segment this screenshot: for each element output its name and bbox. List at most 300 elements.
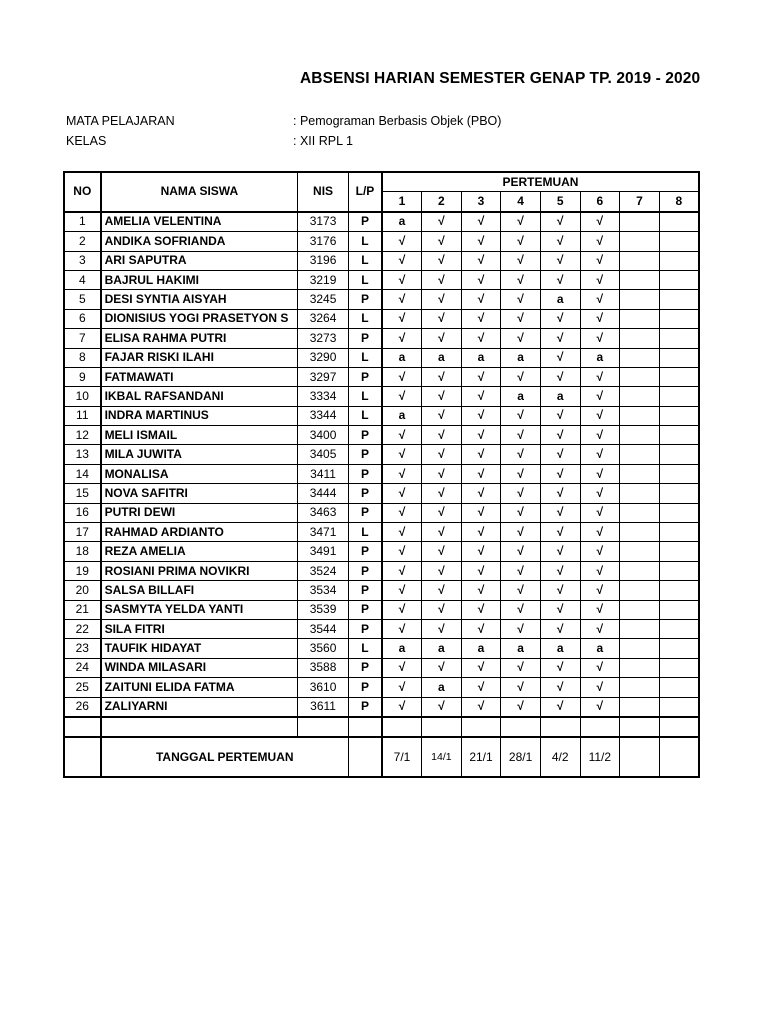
student-nis: 3524 [298, 561, 349, 580]
blank-cell [422, 717, 462, 737]
header-meeting-number: 7 [620, 192, 660, 212]
student-nis: 3297 [298, 367, 349, 386]
attendance-mark [659, 251, 699, 270]
attendance-mark [620, 426, 660, 445]
header-meeting-number: 1 [382, 192, 422, 212]
attendance-mark: √ [580, 523, 620, 542]
student-gender: P [348, 503, 382, 522]
attendance-mark: √ [382, 503, 422, 522]
attendance-mark [659, 445, 699, 464]
attendance-mark: √ [580, 464, 620, 483]
attendance-mark: √ [461, 484, 501, 503]
student-name: REZA AMELIA [101, 542, 298, 561]
attendance-mark: √ [422, 503, 462, 522]
row-number: 13 [64, 445, 101, 464]
meeting-date: 4/2 [540, 737, 580, 777]
student-gender: L [348, 387, 382, 406]
attendance-mark [620, 697, 660, 717]
student-name: MELI ISMAIL [101, 426, 298, 445]
student-nis: 3471 [298, 523, 349, 542]
attendance-mark: √ [580, 309, 620, 328]
row-number: 5 [64, 290, 101, 309]
student-gender: P [348, 658, 382, 677]
attendance-mark: √ [540, 232, 580, 251]
student-gender: P [348, 290, 382, 309]
blank-cell [298, 717, 349, 737]
attendance-mark: √ [382, 658, 422, 677]
row-number: 21 [64, 600, 101, 619]
attendance-mark: √ [461, 658, 501, 677]
student-nis: 3344 [298, 406, 349, 425]
row-number: 14 [64, 464, 101, 483]
attendance-mark: √ [540, 561, 580, 580]
attendance-mark: √ [422, 426, 462, 445]
attendance-mark [620, 503, 660, 522]
row-number: 9 [64, 367, 101, 386]
attendance-mark: √ [382, 290, 422, 309]
attendance-mark: √ [382, 387, 422, 406]
student-name: IKBAL RAFSANDANI [101, 387, 298, 406]
attendance-mark [659, 348, 699, 367]
attendance-mark: √ [422, 619, 462, 638]
attendance-mark [620, 348, 660, 367]
footer-lp-cell [348, 737, 382, 777]
attendance-mark [620, 329, 660, 348]
blank-cell [620, 717, 660, 737]
attendance-mark: √ [580, 484, 620, 503]
attendance-mark: √ [461, 309, 501, 328]
student-gender: P [348, 329, 382, 348]
attendance-mark: √ [461, 387, 501, 406]
attendance-mark: √ [540, 581, 580, 600]
attendance-mark: √ [501, 542, 541, 561]
header-meeting-number: 5 [540, 192, 580, 212]
attendance-mark: √ [461, 697, 501, 717]
student-gender: P [348, 212, 382, 232]
table-row [64, 484, 699, 503]
attendance-mark: √ [540, 309, 580, 328]
student-gender: L [348, 232, 382, 251]
attendance-mark: √ [580, 581, 620, 600]
row-number: 24 [64, 658, 101, 677]
attendance-mark: √ [382, 581, 422, 600]
table-row [64, 406, 699, 425]
row-number: 17 [64, 523, 101, 542]
attendance-mark [620, 445, 660, 464]
row-number: 23 [64, 639, 101, 658]
attendance-mark: a [382, 212, 422, 232]
table-row [64, 581, 699, 600]
student-nis: 3400 [298, 426, 349, 445]
row-number: 18 [64, 542, 101, 561]
table-row [64, 561, 699, 580]
table-row [64, 464, 699, 483]
attendance-mark: √ [422, 387, 462, 406]
student-gender: L [348, 639, 382, 658]
attendance-mark: √ [540, 251, 580, 270]
attendance-mark: √ [382, 445, 422, 464]
student-gender: L [348, 270, 382, 289]
attendance-mark [620, 309, 660, 328]
attendance-mark: √ [461, 523, 501, 542]
attendance-mark [620, 290, 660, 309]
attendance-mark [620, 387, 660, 406]
table-row [64, 697, 699, 717]
student-name: RAHMAD ARDIANTO [101, 523, 298, 542]
attendance-mark: √ [422, 464, 462, 483]
meeting-date: 28/1 [501, 737, 541, 777]
student-nis: 3611 [298, 697, 349, 717]
row-number: 16 [64, 503, 101, 522]
attendance-mark: a [580, 639, 620, 658]
attendance-mark: √ [422, 270, 462, 289]
student-nis: 3491 [298, 542, 349, 561]
attendance-mark [620, 464, 660, 483]
student-name: AMELIA VELENTINA [101, 212, 298, 232]
header-meeting-number: 3 [461, 192, 501, 212]
blank-cell [461, 717, 501, 737]
attendance-mark [659, 697, 699, 717]
attendance-mark: √ [540, 348, 580, 367]
attendance-mark [659, 270, 699, 289]
attendance-mark: √ [461, 678, 501, 697]
attendance-mark: √ [501, 697, 541, 717]
attendance-mark: √ [422, 445, 462, 464]
attendance-mark [659, 212, 699, 232]
student-name: FATMAWATI [101, 367, 298, 386]
table-row [64, 329, 699, 348]
student-name: NOVA SAFITRI [101, 484, 298, 503]
table-row [64, 658, 699, 677]
attendance-mark [620, 678, 660, 697]
attendance-mark [620, 270, 660, 289]
attendance-mark: √ [501, 523, 541, 542]
student-name: BAJRUL HAKIMI [101, 270, 298, 289]
row-number: 7 [64, 329, 101, 348]
attendance-mark [659, 406, 699, 425]
attendance-mark: √ [382, 697, 422, 717]
student-name: DIONISIUS YOGI PRASETYON S [101, 309, 298, 328]
attendance-mark: √ [461, 561, 501, 580]
attendance-mark: √ [501, 251, 541, 270]
subject-label: MATA PELAJARAN [66, 114, 175, 128]
table-row [64, 523, 699, 542]
student-nis: 3334 [298, 387, 349, 406]
attendance-mark: √ [580, 251, 620, 270]
student-nis: 3196 [298, 251, 349, 270]
student-name: INDRA MARTINUS [101, 406, 298, 425]
attendance-mark: √ [501, 600, 541, 619]
attendance-mark: √ [540, 329, 580, 348]
attendance-mark [620, 561, 660, 580]
student-name: PUTRI DEWI [101, 503, 298, 522]
header-no: NO [64, 172, 101, 212]
attendance-mark [659, 464, 699, 483]
attendance-mark [659, 581, 699, 600]
student-name: DESI SYNTIA AISYAH [101, 290, 298, 309]
student-gender: P [348, 484, 382, 503]
header-row-top [64, 172, 699, 192]
attendance-mark: √ [540, 367, 580, 386]
attendance-mark [659, 678, 699, 697]
footer-label: TANGGAL PERTEMUAN [101, 737, 349, 777]
header-meeting-number: 6 [580, 192, 620, 212]
attendance-mark [620, 523, 660, 542]
attendance-mark [659, 600, 699, 619]
student-gender: L [348, 348, 382, 367]
student-nis: 3273 [298, 329, 349, 348]
attendance-mark: √ [501, 367, 541, 386]
attendance-mark: √ [580, 600, 620, 619]
attendance-mark: √ [580, 697, 620, 717]
attendance-mark: √ [540, 464, 580, 483]
attendance-mark [659, 658, 699, 677]
attendance-mark: √ [580, 406, 620, 425]
student-gender: P [348, 678, 382, 697]
header-meeting-number: 8 [659, 192, 699, 212]
attendance-mark: √ [461, 445, 501, 464]
student-gender: L [348, 309, 382, 328]
attendance-mark: √ [580, 367, 620, 386]
attendance-mark: √ [580, 387, 620, 406]
student-nis: 3405 [298, 445, 349, 464]
attendance-mark [659, 503, 699, 522]
attendance-mark [620, 484, 660, 503]
attendance-mark: √ [540, 406, 580, 425]
blank-cell [580, 717, 620, 737]
table-row [64, 348, 699, 367]
meeting-date [620, 737, 660, 777]
attendance-mark: √ [382, 251, 422, 270]
attendance-mark: √ [382, 329, 422, 348]
footer-no-cell [64, 737, 101, 777]
attendance-mark: √ [580, 503, 620, 522]
student-nis: 3411 [298, 464, 349, 483]
attendance-mark: √ [461, 464, 501, 483]
attendance-mark: √ [382, 542, 422, 561]
attendance-mark: √ [382, 367, 422, 386]
attendance-mark: √ [422, 367, 462, 386]
attendance-mark: √ [501, 309, 541, 328]
student-gender: P [348, 464, 382, 483]
attendance-mark: √ [422, 561, 462, 580]
attendance-mark: √ [540, 600, 580, 619]
student-name: FAJAR RISKI ILAHI [101, 348, 298, 367]
attendance-mark: √ [501, 426, 541, 445]
student-nis: 3219 [298, 270, 349, 289]
attendance-mark: √ [422, 251, 462, 270]
row-number: 1 [64, 212, 101, 232]
table-row [64, 212, 699, 232]
attendance-mark: √ [461, 581, 501, 600]
meeting-date: 14/1 [422, 737, 462, 777]
row-number: 2 [64, 232, 101, 251]
attendance-mark: √ [461, 600, 501, 619]
attendance-mark: √ [461, 426, 501, 445]
attendance-mark [659, 329, 699, 348]
student-name: TAUFIK HIDAYAT [101, 639, 298, 658]
attendance-mark: √ [382, 426, 422, 445]
attendance-mark: √ [382, 484, 422, 503]
attendance-mark: √ [382, 600, 422, 619]
table-row [64, 251, 699, 270]
meeting-date: 7/1 [382, 737, 422, 777]
student-gender: P [348, 367, 382, 386]
table-row [64, 639, 699, 658]
header-name: NAMA SISWA [101, 172, 298, 212]
attendance-mark: √ [422, 309, 462, 328]
attendance-mark: √ [461, 329, 501, 348]
attendance-mark: √ [501, 270, 541, 289]
student-nis: 3560 [298, 639, 349, 658]
attendance-mark [659, 387, 699, 406]
attendance-mark: √ [461, 367, 501, 386]
attendance-mark: a [461, 639, 501, 658]
row-number: 11 [64, 406, 101, 425]
student-nis: 3544 [298, 619, 349, 638]
table-row [64, 367, 699, 386]
attendance-mark [659, 232, 699, 251]
attendance-mark: a [540, 290, 580, 309]
attendance-mark: √ [382, 619, 422, 638]
attendance-mark: √ [540, 523, 580, 542]
attendance-mark: √ [540, 658, 580, 677]
attendance-mark [659, 561, 699, 580]
attendance-mark: √ [540, 484, 580, 503]
attendance-mark: √ [461, 503, 501, 522]
attendance-mark: √ [580, 542, 620, 561]
attendance-mark: √ [540, 445, 580, 464]
attendance-mark: √ [422, 697, 462, 717]
meeting-date: 21/1 [461, 737, 501, 777]
attendance-mark: √ [540, 426, 580, 445]
student-name: SALSA BILLAFI [101, 581, 298, 600]
attendance-mark: √ [580, 426, 620, 445]
attendance-mark [620, 367, 660, 386]
class-label: KELAS [66, 134, 107, 148]
attendance-mark: √ [382, 270, 422, 289]
attendance-mark [620, 581, 660, 600]
header-lp: L/P [348, 172, 382, 212]
attendance-mark: a [422, 678, 462, 697]
attendance-mark: √ [540, 503, 580, 522]
attendance-mark [659, 426, 699, 445]
attendance-mark [659, 542, 699, 561]
student-nis: 3463 [298, 503, 349, 522]
student-nis: 3610 [298, 678, 349, 697]
row-number: 25 [64, 678, 101, 697]
row-number: 19 [64, 561, 101, 580]
student-nis: 3290 [298, 348, 349, 367]
attendance-mark [620, 619, 660, 638]
class-value: : XII RPL 1 [293, 134, 353, 148]
table-row [64, 600, 699, 619]
student-gender: P [348, 600, 382, 619]
attendance-mark: √ [580, 619, 620, 638]
student-gender: P [348, 581, 382, 600]
row-number: 12 [64, 426, 101, 445]
attendance-mark [620, 251, 660, 270]
student-name: ROSIANI PRIMA NOVIKRI [101, 561, 298, 580]
attendance-mark: √ [540, 678, 580, 697]
attendance-mark [659, 619, 699, 638]
attendance-mark: √ [422, 406, 462, 425]
student-nis: 3588 [298, 658, 349, 677]
blank-cell [348, 717, 382, 737]
attendance-mark [659, 367, 699, 386]
student-name: SILA FITRI [101, 619, 298, 638]
student-name: ZAITUNI ELIDA FATMA [101, 678, 298, 697]
attendance-mark: √ [461, 212, 501, 232]
attendance-mark: √ [501, 619, 541, 638]
attendance-mark: √ [580, 270, 620, 289]
blank-cell [540, 717, 580, 737]
student-name: ARI SAPUTRA [101, 251, 298, 270]
meeting-date [659, 737, 699, 777]
table-row [64, 445, 699, 464]
table-row [64, 542, 699, 561]
attendance-mark: a [540, 639, 580, 658]
student-name: WINDA MILASARI [101, 658, 298, 677]
attendance-mark: √ [501, 212, 541, 232]
attendance-mark: √ [461, 270, 501, 289]
student-name: ELISA RAHMA PUTRI [101, 329, 298, 348]
attendance-mark: √ [461, 251, 501, 270]
row-number: 26 [64, 697, 101, 717]
row-number: 6 [64, 309, 101, 328]
attendance-mark: √ [540, 542, 580, 561]
attendance-mark: a [461, 348, 501, 367]
header-nis: NIS [298, 172, 349, 212]
attendance-mark: √ [580, 561, 620, 580]
blank-row [64, 717, 699, 737]
attendance-mark: √ [501, 329, 541, 348]
attendance-mark [620, 600, 660, 619]
attendance-mark: √ [422, 542, 462, 561]
attendance-mark [659, 290, 699, 309]
student-gender: P [348, 542, 382, 561]
attendance-mark: √ [540, 270, 580, 289]
attendance-mark: √ [382, 309, 422, 328]
row-number: 20 [64, 581, 101, 600]
table-row [64, 387, 699, 406]
attendance-mark: √ [501, 406, 541, 425]
attendance-mark: √ [382, 464, 422, 483]
attendance-mark: √ [501, 581, 541, 600]
student-nis: 3539 [298, 600, 349, 619]
student-nis: 3534 [298, 581, 349, 600]
attendance-mark: √ [580, 232, 620, 251]
row-number: 4 [64, 270, 101, 289]
attendance-mark: √ [580, 290, 620, 309]
header-meeting-number: 2 [422, 192, 462, 212]
row-number: 3 [64, 251, 101, 270]
attendance-mark: √ [580, 329, 620, 348]
attendance-mark: a [501, 348, 541, 367]
attendance-mark: √ [540, 619, 580, 638]
student-gender: P [348, 426, 382, 445]
attendance-mark: a [501, 387, 541, 406]
attendance-mark: √ [501, 503, 541, 522]
attendance-mark: √ [422, 212, 462, 232]
attendance-mark: a [422, 348, 462, 367]
attendance-mark [659, 484, 699, 503]
attendance-mark [659, 639, 699, 658]
student-gender: P [348, 561, 382, 580]
attendance-mark: √ [501, 678, 541, 697]
attendance-mark: √ [580, 212, 620, 232]
table-row [64, 619, 699, 638]
